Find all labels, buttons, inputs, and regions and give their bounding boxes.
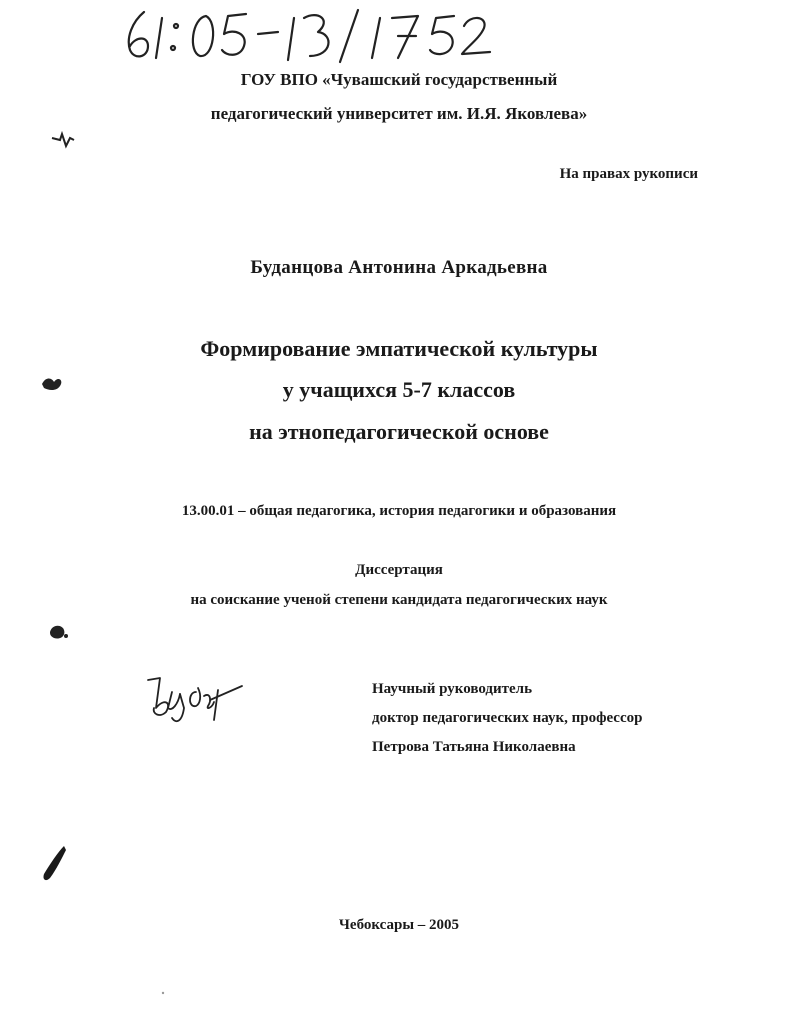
title-line-2: у учащихся 5-7 классов	[282, 377, 516, 402]
advisor-role: Научный руководитель	[372, 681, 532, 697]
scan-mark-4	[36, 842, 72, 886]
scan-mark-3	[46, 622, 70, 642]
title-line-3: на этнопедагогической основе	[249, 419, 549, 444]
handwritten-archive-number	[118, 4, 498, 66]
scan-mark-2	[38, 372, 68, 394]
advisor-degree: доктор педагогических наук, профессор	[372, 710, 643, 726]
scan-dot-1	[160, 990, 166, 996]
signature-text: Будаг	[138, 668, 141, 669]
handwritten-archive-number-text: 61:05-13/1752	[118, 4, 124, 5]
specialty: 13.00.01 – общая педагогика, история педагогики и образования	[181, 503, 617, 519]
institution-line-1: ГОУ ВПО «Чувашский государственный	[240, 70, 558, 89]
dissertation-purpose: на соискание ученой степени кандидата педагогических наук	[190, 592, 608, 608]
scan-mark-1	[48, 128, 78, 150]
author-name: Буданцова Антонина Аркадьевна	[250, 257, 548, 278]
rights-notice: На правах рукописи	[559, 166, 698, 182]
signature	[138, 668, 248, 732]
institution-line-2: педагогический университет им. И.Я. Яковлева»	[210, 104, 588, 123]
place-year: Чебоксары – 2005	[338, 917, 460, 933]
title-line-1: Формирование эмпатической культуры	[200, 336, 598, 361]
advisor-name: Петрова Татьяна Николаевна	[372, 739, 576, 755]
dissertation-label: Диссертация	[355, 562, 443, 578]
